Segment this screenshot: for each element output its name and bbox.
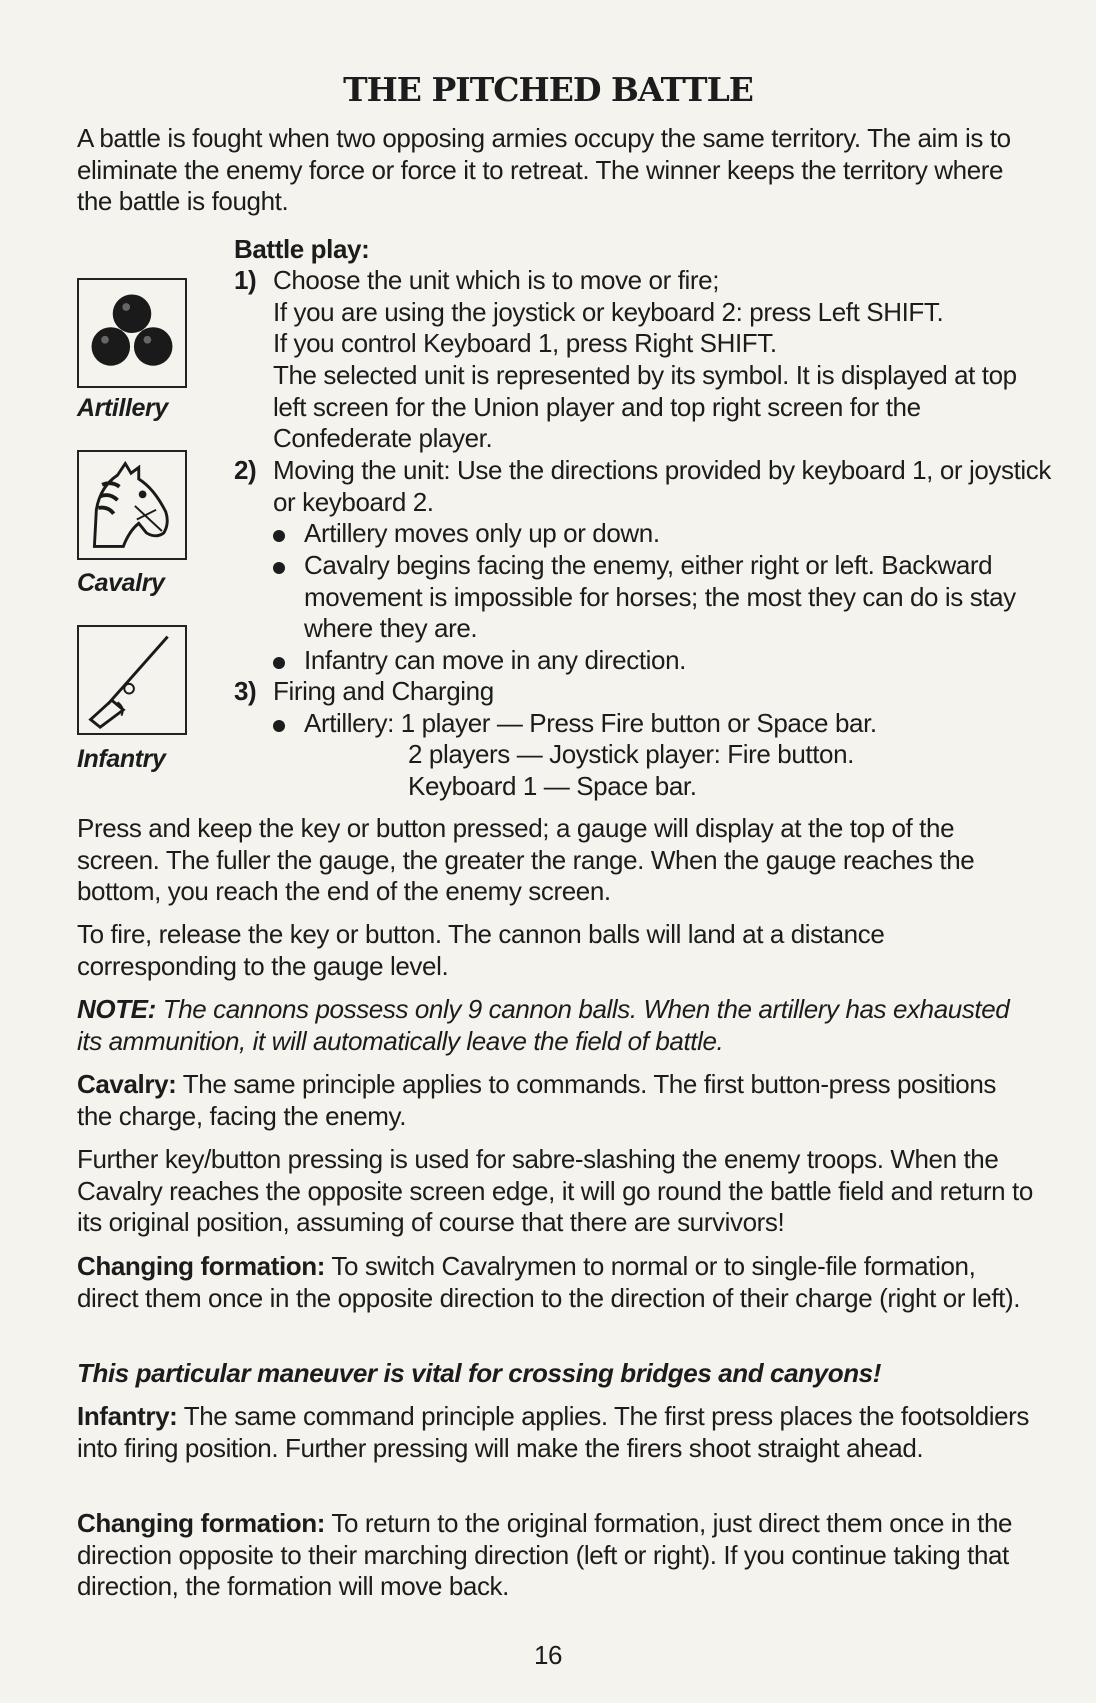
note-text: The cannons possess only 9 cannon balls. When the artillery has exhausted its ammunition, it will automatically leave the field of battle.	[77, 994, 1010, 1056]
step-3-text: Firing and Charging	[273, 676, 494, 706]
artillery-icon	[77, 278, 187, 388]
note-paragraph	[77, 994, 1037, 1057]
bullet-icon	[273, 720, 285, 732]
changing-formation-text: To switch Cavalrymen to normal or to single-file formation, direct them once in the opposite direction to the direction of their charge (right or left).	[77, 1251, 1021, 1313]
battle-play-heading: Battle play:	[234, 234, 370, 264]
infantry-paragraph-text: The same command principle applies. The first press places the footsoldiers into firing position. Further pressing will make the firers shoot straight ahead.	[77, 1401, 1030, 1463]
infantry-paragraph-label: Infantry:	[77, 1401, 178, 1431]
bullet-icon	[273, 562, 285, 574]
further-paragraph: Further key/button pressing is used for sabre-slashing the enemy troops. When the Cavalry reaches the opposite screen edge, it will go round the battle field and return to its original position, assuming of course that there are survivors!	[77, 1144, 1033, 1238]
infantry-paragraph	[77, 1401, 1037, 1464]
bullet-icon	[273, 657, 285, 669]
cavalry-paragraph	[77, 1069, 1037, 1132]
cavalry-paragraph-text: The same principle applies to commands. The first button-press positions the charge, facing the enemy.	[77, 1069, 997, 1131]
step-1-line-4: The selected unit is represented by its symbol. It is displayed at top left screen for the Union player and top right screen for the Confederate player.	[273, 360, 1017, 454]
step-2-bullet-3: Infantry can move in any direction.	[304, 645, 686, 675]
step-1-line-1: Choose the unit which is to move or fire;	[273, 265, 720, 295]
changing-formation-text: To return to the original formation, just direct them once in the direction opposite to their marching direction (left or right). If you continue taking that direction, the formation will move back.	[77, 1508, 1013, 1602]
page-title: THE PITCHED BATTLE	[343, 70, 753, 109]
step-3-artillery-line-2: 2 players — Joystick player: Fire button.	[408, 739, 855, 769]
step-3-number: 3)	[234, 676, 257, 706]
cavalry-paragraph-label: Cavalry:	[77, 1069, 177, 1099]
step-3-artillery-line-1: Artillery: 1 player — Press Fire button or Space bar.	[304, 708, 877, 738]
intro-paragraph: A battle is fought when two opposing armies occupy the same territory. The aim is to eliminate the enemy force or force it to retreat. The winner keeps the territory where the battle is fought.	[77, 123, 1011, 217]
changing-formation-cavalry-paragraph	[77, 1251, 1037, 1314]
cavalry-horse-icon	[77, 450, 187, 560]
infantry-rifle-icon	[77, 625, 187, 735]
step-2-bullet-1: Artillery moves only up or down.	[304, 518, 660, 548]
step-1-line-3: If you control Keyboard 1, press Right SHIFT.	[273, 328, 777, 358]
step-2-text: Moving the unit: Use the directions provided by keyboard 1, or joystick or keyboard 2.	[273, 455, 1052, 517]
changing-formation-label: Changing formation:	[77, 1508, 326, 1538]
step-1-line-2: If you are using the joystick or keyboard 2: press Left SHIFT.	[273, 297, 944, 327]
maneuver-note: This particular maneuver is vital for crossing bridges and canyons!	[77, 1358, 881, 1388]
note-label: NOTE:	[77, 994, 156, 1024]
artillery-label: Artillery	[77, 394, 168, 422]
step-2-bullet-2: Cavalry begins facing the enemy, either right or left. Backward movement is impossible for horses; the most they can do is stay where they are.	[304, 550, 1016, 644]
step-3-artillery-line-3: Keyboard 1 — Space bar.	[408, 771, 697, 801]
page-number: 16	[533, 1640, 563, 1670]
fire-paragraph: To fire, release the key or button. The cannon balls will land at a distance corresponding to the gauge level.	[77, 919, 885, 981]
bullet-icon	[273, 530, 285, 542]
cavalry-label: Cavalry	[77, 569, 165, 597]
step-1-number: 1)	[234, 265, 257, 295]
changing-formation-infantry-paragraph	[77, 1508, 1037, 1603]
step-2-number: 2)	[234, 455, 257, 485]
gauge-paragraph: Press and keep the key or button pressed; a gauge will display at the top of the screen. The fuller the gauge, the greater the range. When the gauge reaches the bottom, you reach the end of the enemy screen.	[77, 813, 975, 907]
infantry-label: Infantry	[77, 745, 166, 773]
changing-formation-label: Changing formation:	[77, 1251, 326, 1281]
